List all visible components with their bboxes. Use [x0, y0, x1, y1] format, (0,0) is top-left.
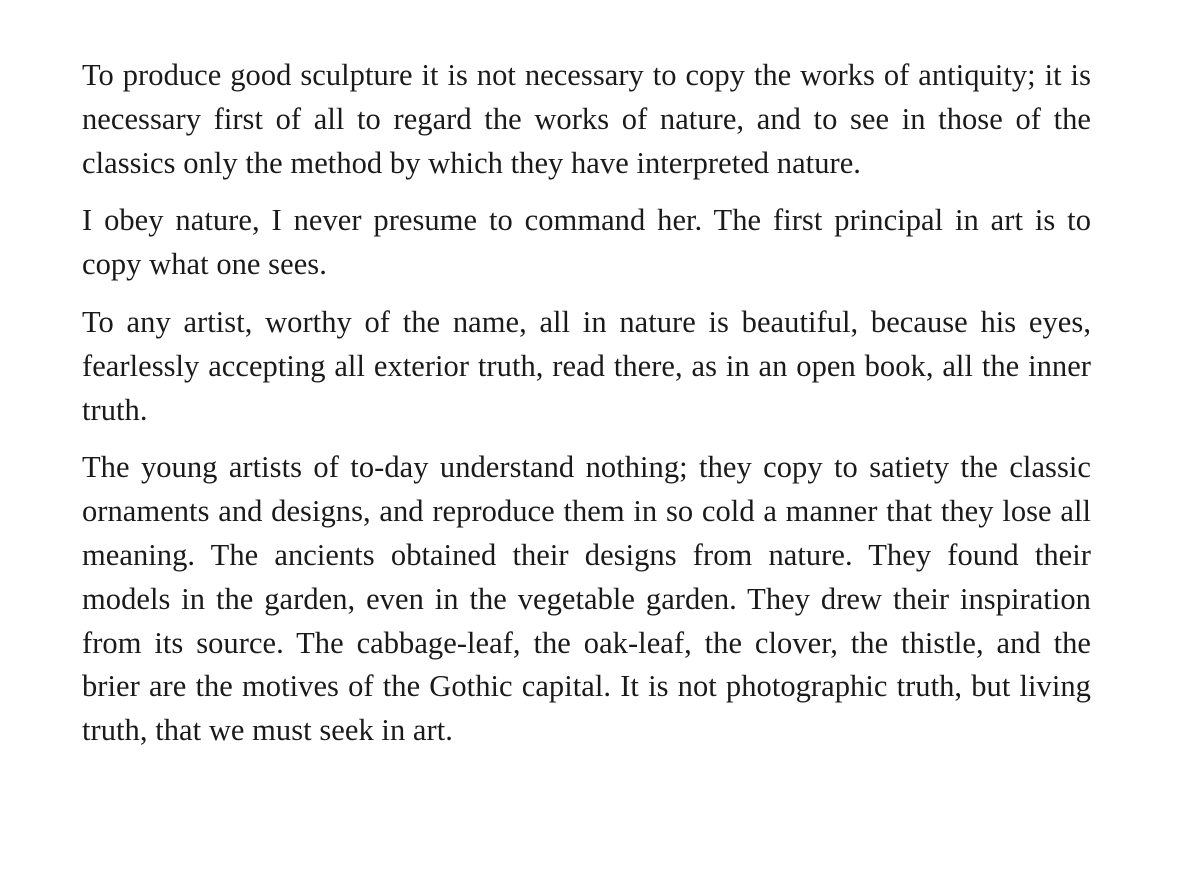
paragraph-1: To produce good sculpture it is not necessary to copy the works of antiquity; it is necessary first of all to regard the works of nature, and to see in those of the classics only the method by which they have interpreted nature. — [82, 58, 1091, 180]
document-body — [82, 54, 1091, 753]
paragraph-4: The young artists of to-day understand nothing; they copy to satiety the classic ornaments and designs, and reproduce them in so cold a manner that they lose all meaning. The ancients obtained their designs from nature. They found their models in the garden, even in the vegetable garden. They drew their inspiration from its source. The cabbage-leaf, the oak-leaf, the clover, the thistle, and the brier are the motives of the Gothic capital. It is not photographic truth, but living truth, that we must seek in art. — [82, 450, 1091, 748]
paragraph-2: I obey nature, I never presume to command her. The first principal in art is to copy what one sees. — [82, 203, 1091, 282]
paragraph-3: To any artist, worthy of the name, all in nature is beautiful, because his eyes, fearlessly accepting all exterior truth, read there, as in an open book, all the inner truth. — [82, 304, 1091, 427]
